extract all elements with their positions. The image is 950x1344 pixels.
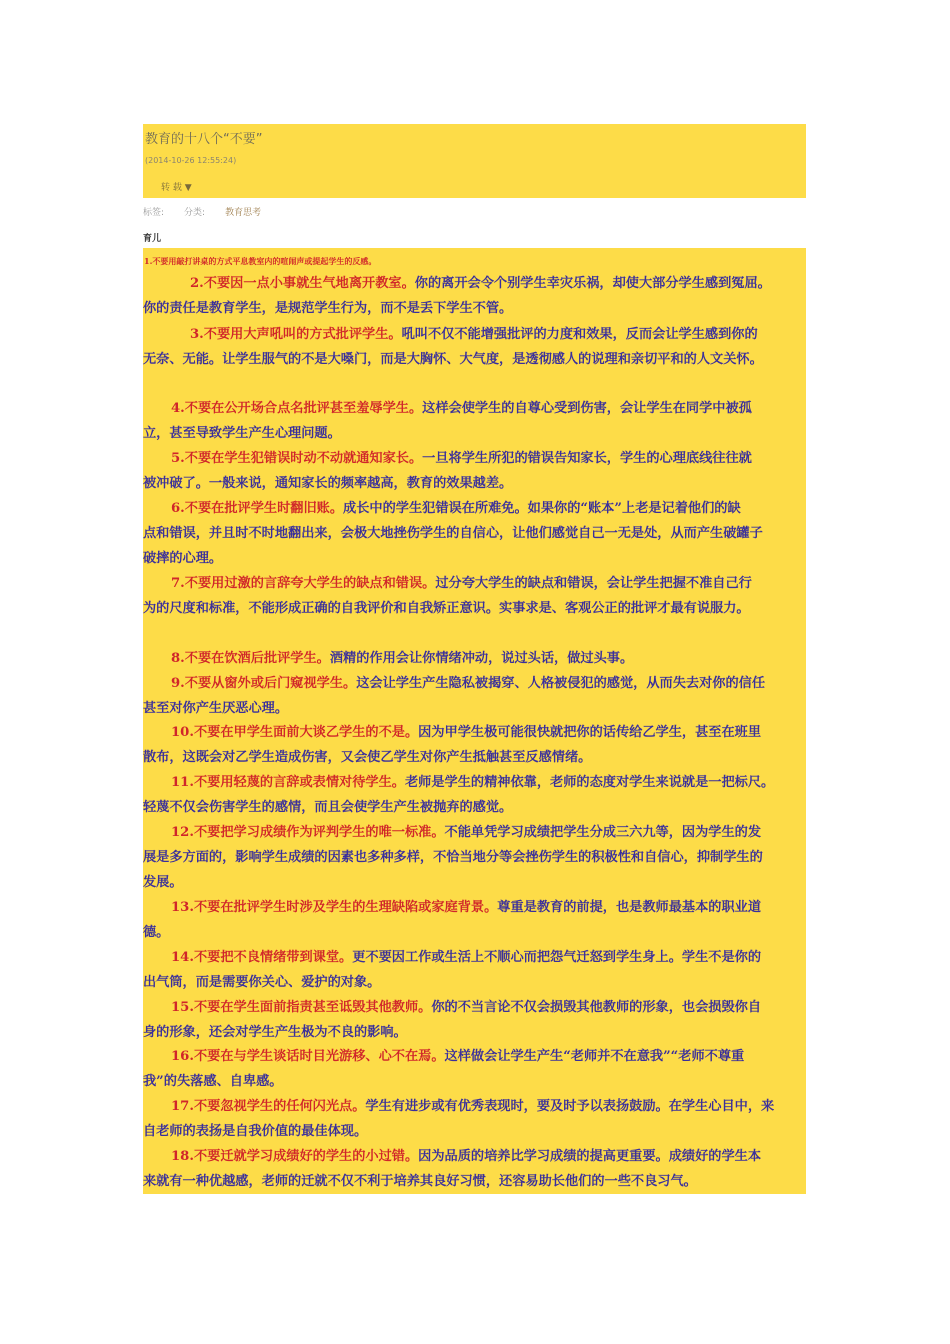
rule-12-line-3: 发展。 — [143, 875, 183, 890]
rule-18-title: 不要迁就学习成绩好的学生的小过错。 — [193, 1149, 419, 1164]
rule-11-title: 不要用轻蔑的言辞或表情对待学生。 — [193, 775, 405, 790]
rule-5-title: 不要在学生犯错误时动不动就通知家长。 — [184, 451, 423, 466]
rule-5-text: 一旦将学生所犯的错误告知家长，学生的心理底线往往就 — [422, 451, 752, 466]
rule-9-title: 不要从窗外或后门窥视学生。 — [184, 676, 357, 691]
rule-11-line-2: 轻蔑不仅会伤害学生的感情，而且会使学生产生被抛弃的感觉。 — [143, 800, 513, 815]
rule-6-number: 6. — [171, 501, 185, 516]
rule-17-line-1 — [171, 1098, 774, 1116]
rule-2-line-2: 你的责任是教育学生，是规范学生行为，而不是丢下学生不管。 — [143, 301, 513, 316]
rule-15-text: 你的不当言论不仅会损毁其他教师的形象，也会损毁你自 — [431, 1000, 762, 1015]
rule-18-text: 因为品质的培养比学习成绩的提高更重要。成绩好的学生本 — [418, 1149, 762, 1164]
rule-9-text: 这会让学生产生隐私被揭穿、人格被侵犯的感觉，从而失去对你的信任 — [356, 676, 766, 691]
rule-6-line-2: 点和错误，并且时不时地翻出来，会极大地挫伤学生的自信心，让他们感觉自己一无是处，从而产生破罐子 — [143, 526, 763, 541]
rule-2-title: 不要因一点小事就生气地离开教室。 — [203, 276, 415, 291]
category-link[interactable]: 教育思考 — [225, 208, 262, 218]
rule-16-line-1 — [171, 1048, 744, 1066]
rule-13-line-1 — [171, 899, 761, 917]
rule-12-title: 不要把学习成绩作为评判学生的唯一标准。 — [193, 825, 445, 840]
rule-15-title: 不要在学生面前指责甚至诋毁其他教师。 — [193, 1000, 432, 1015]
post-timestamp: (2014-10-26 12:55:24) — [145, 156, 237, 165]
rule-12-text: 不能单凭学习成绩把学生分成三六九等，因为学生的发 — [444, 825, 762, 840]
rule-8-line-1 — [171, 650, 633, 668]
rule-3-text: 吼叫不仅不能增强批评的力度和效果，反而会让学生感到你的 — [401, 327, 758, 342]
rule-15-line-1 — [171, 999, 761, 1017]
category-label: 分类: — [184, 208, 206, 218]
article-heading: 1.不要用敲打讲桌的方式平息教室内的喧闹声或提起学生的反感。 — [144, 256, 377, 266]
rule-14-text: 更不要因工作或生活上不顺心而把怨气迁怒到学生身上。学生不是你的 — [352, 950, 762, 965]
rule-15-line-2: 身的形象，还会对学生产生极为不良的影响。 — [143, 1025, 407, 1040]
rule-12-line-2: 展是多方面的，影响学生成绩的因素也多种多样，不恰当地分等会挫伤学生的积极性和自信心，抑制学生的 — [143, 850, 763, 865]
rule-13-text: 尊重是教育的前提，也是教师最基本的职业道 — [497, 900, 762, 915]
repost-button[interactable]: 转 载 ▼ — [161, 183, 192, 193]
rule-11-line-1 — [171, 774, 774, 792]
rule-17-number: 17. — [171, 1099, 194, 1114]
rule-17-line-2: 自老师的表扬是自我价值的最佳体现。 — [143, 1124, 368, 1139]
rule-14-title: 不要把不良情绪带到课堂。 — [193, 950, 353, 965]
rule-3-line-1 — [190, 326, 758, 344]
rule-18-number: 18. — [171, 1149, 194, 1164]
rule-14-line-2: 出气筒，而是需要你关心、爱护的对象。 — [143, 975, 381, 990]
rule-6-line-1 — [171, 500, 741, 518]
tag-label: 标签: — [143, 208, 165, 218]
rule-4-line-1 — [171, 400, 752, 418]
rule-9-line-2: 甚至对你产生厌恶心理。 — [143, 701, 289, 716]
rule-18-line-2: 来就有一种优越感，老师的迁就不仅不利于培养其良好习惯，还容易助长他们的一些不良习气。 — [143, 1174, 697, 1189]
rule-16-line-2: 我”的失落感、自卑感。 — [143, 1074, 283, 1089]
rule-7-title: 不要用过激的言辞夸大学生的缺点和错误。 — [184, 576, 436, 591]
rule-8-number: 8. — [171, 651, 185, 666]
post-header — [143, 124, 806, 198]
tags-row — [143, 205, 261, 218]
rule-7-text: 过分夸大学生的缺点和错误，会让学生把握不准自己行 — [435, 576, 752, 591]
rule-16-number: 16. — [171, 1049, 194, 1064]
rule-10-line-2: 散布，这既会对乙学生造成伤害，又会使乙学生对你产生抵触甚至反感情绪。 — [143, 750, 592, 765]
rule-7-line-1 — [171, 575, 752, 593]
rule-6-text: 成长中的学生犯错误在所难免。如果你的“账本”上老是记着他们的缺 — [343, 501, 741, 516]
rule-9-line-1 — [171, 675, 765, 693]
section-subhead: 育儿 — [143, 234, 162, 244]
rule-3-number: 3. — [190, 327, 204, 342]
post-title: 教育的十八个“不要” — [145, 132, 263, 147]
rule-5-line-2: 被冲破了。一般来说，通知家长的频率越高，教育的效果越差。 — [143, 476, 513, 491]
rule-10-title: 不要在甲学生面前大谈乙学生的不是。 — [193, 725, 419, 740]
rule-10-number: 10. — [171, 725, 194, 740]
article-body — [143, 248, 806, 1194]
rule-16-title: 不要在与学生谈话时目光游移、心不在焉。 — [193, 1049, 445, 1064]
rule-11-number: 11. — [171, 775, 194, 790]
rule-13-title: 不要在批评学生时涉及学生的生理缺陷或家庭背景。 — [193, 900, 498, 915]
rule-7-number: 7. — [171, 576, 185, 591]
rule-3-line-2: 无奈、无能。让学生服气的不是大嗓门，而是大胸怀、大气度，是透彻感人的说理和亲切平和的人文关怀。 — [143, 352, 763, 367]
rule-13-line-2: 德。 — [143, 925, 170, 940]
rule-18-line-1 — [171, 1148, 761, 1166]
rule-4-line-2: 立，甚至导致学生产生心理问题。 — [143, 426, 341, 441]
rule-7-line-2: 为的尺度和标准，不能形成正确的自我评价和自我矫正意识。实事求是、客观公正的批评才最有说服力。 — [143, 601, 750, 616]
rule-4-number: 4. — [171, 401, 185, 416]
rule-4-text: 这样会使学生的自尊心受到伤害，会让学生在同学中被孤 — [422, 401, 752, 416]
rule-3-title: 不要用大声吼叫的方式批评学生。 — [203, 327, 402, 342]
rule-4-title: 不要在公开场合点名批评甚至羞辱学生。 — [184, 401, 423, 416]
rule-10-text: 因为甲学生极可能很快就把你的话传给乙学生，甚至在班里 — [418, 725, 762, 740]
rule-17-text: 学生有进步或有优秀表现时，要及时予以表扬鼓励。在学生心目中，来 — [365, 1099, 775, 1114]
rule-14-line-1 — [171, 949, 761, 967]
rule-9-number: 9. — [171, 676, 185, 691]
rule-14-number: 14. — [171, 950, 194, 965]
rule-8-text: 酒精的作用会让你情绪冲动，说过头话，做过头事。 — [329, 651, 634, 666]
rule-13-number: 13. — [171, 900, 194, 915]
rule-2-line-1 — [190, 275, 771, 293]
rule-2-text: 你的离开会令个别学生幸灾乐祸，却使大部分学生感到冤屈。 — [414, 276, 771, 291]
rule-5-number: 5. — [171, 451, 185, 466]
rule-6-title: 不要在批评学生时翻旧账。 — [184, 501, 344, 516]
rule-11-text: 老师是学生的精神依靠，老师的态度对学生来说就是一把标尺。 — [404, 775, 775, 790]
rule-12-line-1 — [171, 824, 761, 842]
rule-5-line-1 — [171, 450, 752, 468]
rule-2-number: 2. — [190, 276, 204, 291]
rule-8-title: 不要在饮酒后批评学生。 — [184, 651, 330, 666]
rule-15-number: 15. — [171, 1000, 194, 1015]
rule-17-title: 不要忽视学生的任何闪光点。 — [193, 1099, 366, 1114]
rule-16-text: 这样做会让学生产生“老师并不在意我”“老师不尊重 — [444, 1049, 745, 1064]
rule-6-line-3: 破摔的心理。 — [143, 551, 223, 566]
rule-12-number: 12. — [171, 825, 194, 840]
rule-10-line-1 — [171, 724, 761, 742]
